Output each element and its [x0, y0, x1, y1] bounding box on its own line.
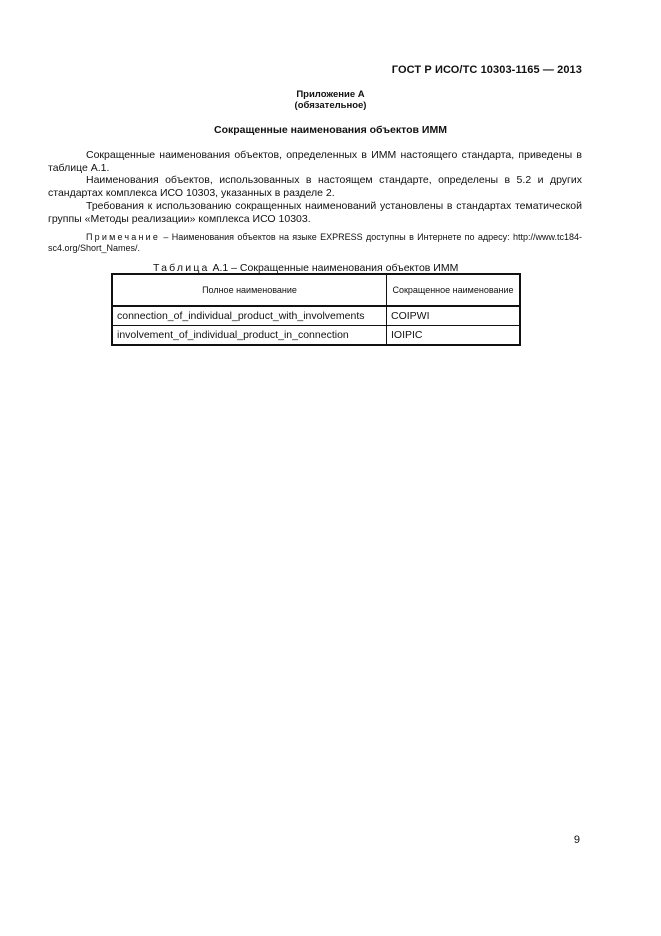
- note-label: Примечание: [86, 232, 161, 242]
- paragraph-1: Сокращенные наименования объектов, определенных в ИММ настоящего стандарта, приведены в таблице А.1.: [48, 149, 582, 174]
- section-title: Сокращенные наименования объектов ИММ: [214, 124, 447, 136]
- note: [48, 232, 582, 254]
- paragraph-2: Наименования объектов, использованных в настоящем стандарте, определены в 5.2 и других стандартах комплекса ИСО 10303, указанных в разделе 2.: [48, 174, 582, 200]
- table-header-short-name: Сокращенное наименование: [387, 274, 521, 306]
- body-text: [48, 149, 582, 225]
- table-caption-text: А.1 – Сокращенные наименования объектов ИММ: [209, 262, 459, 274]
- annex-subtitle: (обязательное): [294, 100, 367, 111]
- table-cell-full-name: connection_of_individual_product_with_involvements: [112, 306, 387, 326]
- table-row: [112, 326, 520, 346]
- table-cell-short-name: IOIPIC: [387, 326, 521, 346]
- table-header-row: [112, 274, 520, 306]
- standard-header: ГОСТ Р ИСО/ТС 10303-1165 — 2013: [391, 64, 582, 76]
- note-text: – Наименования объектов на языке EXPRESS доступны в Интернете по адресу: http://www.tc184-sc4.org/Short_Names/.: [48, 232, 582, 253]
- table-cell-full-name: involvement_of_individual_product_in_connection: [112, 326, 387, 346]
- page-number: 9: [573, 834, 580, 846]
- annex-title: Приложение А: [296, 89, 365, 100]
- table-cell-short-name: COIPWI: [387, 306, 521, 326]
- table-caption-label: Таблица: [153, 262, 210, 274]
- paragraph-3: Требования к использованию сокращенных наименований установлены в стандартах тематической группы «Методы реализации» комплекса ИСО 10303.: [48, 199, 582, 225]
- table-header-full-name: Полное наименование: [112, 274, 387, 306]
- short-names-table: [111, 273, 521, 346]
- table-row: [112, 306, 520, 326]
